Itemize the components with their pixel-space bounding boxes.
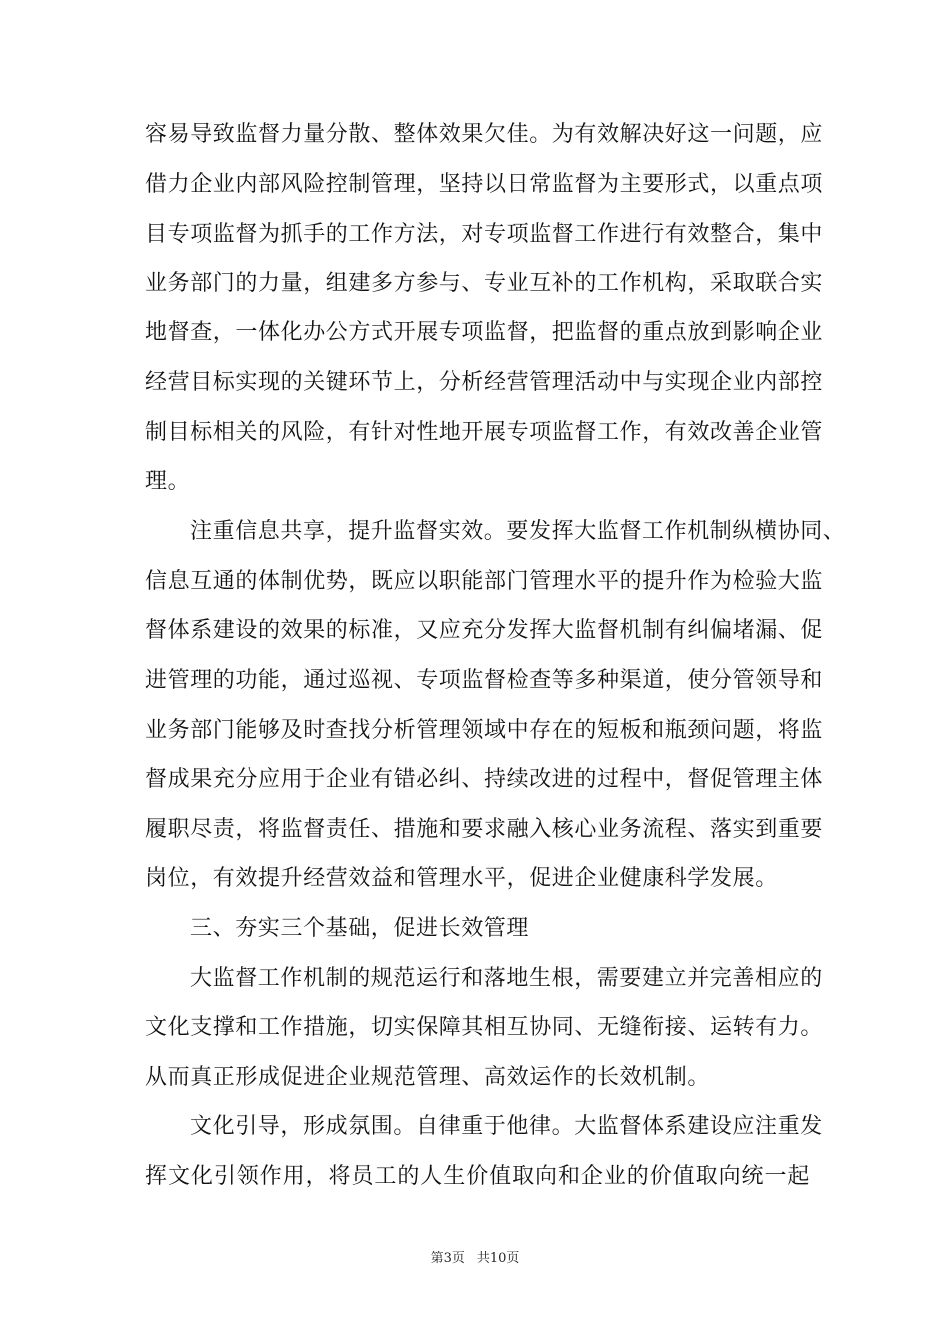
text-line: 地督查，一体化办公方式开展专项监督，把监督的重点放到影响企业 (145, 320, 824, 345)
text-line: 业务部门能够及时查找分析管理领域中存在的短板和瓶颈问题，将监 (145, 718, 824, 743)
text-line: 制目标相关的风险，有针对性地开展专项监督工作，有效改善企业管 (145, 420, 824, 445)
text-line: 岗位，有效提升经营效益和管理水平，促进企业健康科学发展。 (145, 866, 778, 891)
text-line: 业务部门的力量，组建多方参与、专业互补的工作机构，采取联合实 (145, 271, 824, 296)
page-number: 第3页 (430, 1251, 465, 1266)
paragraph-first-line: 大监督工作机制的规范运行和落地生根，需要建立并完善相应的 (190, 966, 823, 991)
text-line: 文化支撑和工作措施，切实保障其相互协同、无缝衔接、运转有力。 (145, 1015, 824, 1040)
paragraph-first-line: 注重信息共享，提升监督实效。要发挥大监督工作机制纵横协同、 (190, 519, 846, 544)
text-line: 容易导致监督力量分散、整体效果欠佳。为有效解决好这一问题，应 (145, 122, 824, 147)
page-footer (0, 1250, 950, 1268)
text-line: 履职尽责，将监督责任、措施和要求融入核心业务流程、落实到重要 (145, 817, 824, 842)
text-line: 督体系建设的效果的标准，又应充分发挥大监督机制有纠偏堵漏、促 (145, 618, 824, 643)
text-line: 目专项监督为抓手的工作方法，对专项监督工作进行有效整合，集中 (145, 222, 824, 247)
section-heading: 三、夯实三个基础，促进长效管理 (190, 916, 530, 941)
text-line: 信息互通的体制优势，既应以职能部门管理水平的提升作为检验大监 (145, 569, 824, 594)
text-line: 借力企业内部风险控制管理，坚持以日常监督为主要形式，以重点项 (145, 172, 824, 197)
text-line: 经营目标实现的关键环节上，分析经营管理活动中与实现企业内部控 (145, 370, 824, 395)
text-line: 挥文化引领作用，将员工的人生价值取向和企业的价值取向统一起 (145, 1164, 810, 1189)
paragraph-first-line: 文化引导，形成氛围。自律重于他律。大监督体系建设应注重发 (190, 1114, 823, 1139)
page-total: 共10页 (476, 1251, 520, 1266)
text-line: 理。 (145, 469, 191, 494)
text-line: 进管理的功能，通过巡视、专项监督检查等多种渠道，使分管领导和 (145, 668, 824, 693)
text-line: 从而真正形成促进企业规范管理、高效运作的长效机制。 (145, 1065, 711, 1090)
text-line: 督成果充分应用于企业有错必纠、持续改进的过程中，督促管理主体 (145, 767, 824, 792)
